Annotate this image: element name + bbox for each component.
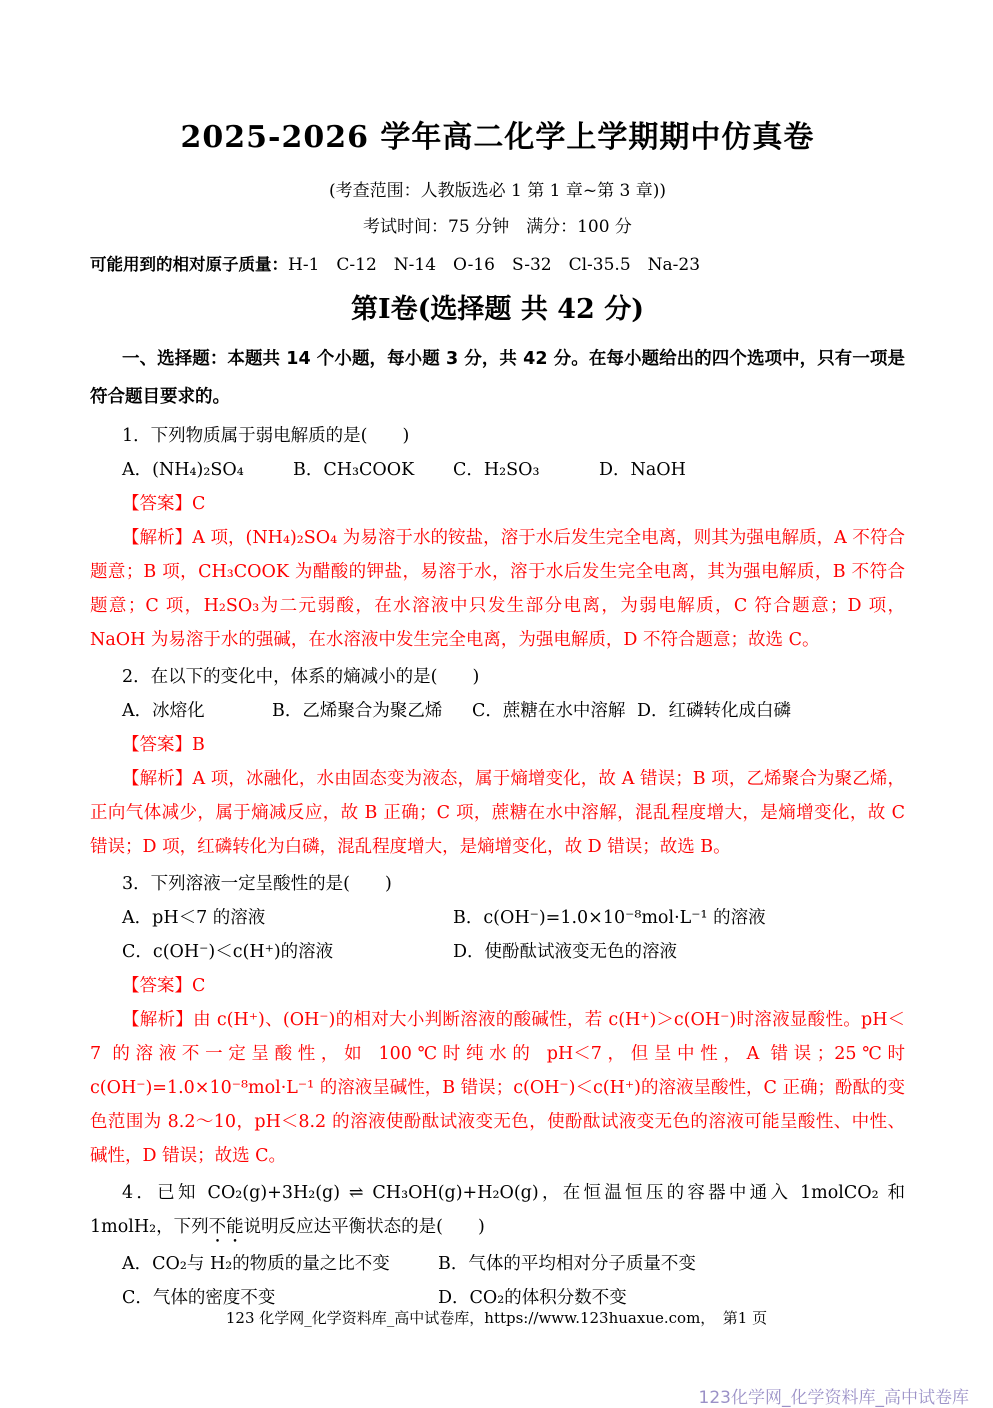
- question-4-stem: [90, 1176, 905, 1247]
- atomic-mass-line: [90, 250, 905, 275]
- question-1-answer: 【答案】C: [122, 494, 206, 514]
- question-2-option-c: C．蔗糖在水中溶解: [472, 701, 626, 721]
- question-2-stem: 2．在以下的变化中，体系的熵减小的是( ): [122, 667, 480, 687]
- question-3-option-b: B．c(OH⁻)=1.0×10⁻⁸mol·L⁻¹ 的溶液: [453, 908, 766, 928]
- question-3-stem: 3．下列溶液一定呈酸性的是( ): [122, 874, 392, 894]
- question-1-option-d: D．NaOH: [599, 460, 686, 480]
- question-3: [90, 867, 905, 1173]
- question-4-option-b: B．气体的平均相对分子质量不变: [438, 1254, 696, 1274]
- question-1: [90, 419, 905, 657]
- section-1-title: 第Ⅰ卷(选择题 共 42 分): [351, 294, 644, 325]
- question-2-option-a: A．冰熔化: [122, 701, 205, 721]
- exam-time-score: 考试时间：75 分钟 满分：100 分: [363, 217, 632, 237]
- page-title: 2025-2026 学年高二化学上学期期中仿真卷: [180, 120, 815, 155]
- question-1-stem: 1．下列物质属于弱电解质的是( ): [122, 426, 410, 446]
- question-4-stem-emphasis: 不能: [208, 1217, 244, 1237]
- question-4-options: [90, 1247, 905, 1315]
- question-3-analysis: 【解析】由 c(H⁺)、(OH⁻)的相对大小判断溶液的酸碱性，若 c(H⁺)＞c(OH⁻)时溶液显酸性。pH＜7 的溶液不一定呈酸性，如 100℃时纯水的 pH＜7，但呈中性，A 错误；25℃时 c(OH⁻)=1.0×10⁻⁸mol·L⁻¹ 的溶液呈碱性，B 错误；c(OH⁻)＜c(H⁺)的溶液呈酸性，C 正确；酚酞的变色范围为 8.2～10，pH＜8.2 的溶液使酚酞试液变无色，使酚酞试液变无色的溶液可能呈酸性、中性、碱性，D 错误；故选 C。: [90, 1010, 905, 1166]
- question-4-option-a: A．CO₂与 H₂的物质的量之比不变: [122, 1254, 390, 1274]
- question-3-options: [90, 901, 905, 969]
- site-watermark: 123化学网_化学资料库_高中试卷库: [698, 1388, 969, 1408]
- question-2-answer: 【答案】B: [122, 735, 205, 755]
- question-1-option-a: A．(NH₄)₂SO₄: [122, 460, 244, 480]
- question-1-analysis: 【解析】A 项，(NH₄)₂SO₄ 为易溶于水的铵盐，溶于水后发生完全电离，则其为强电解质，A 不符合题意；B 项，CH₃COOK 为醋酸的钾盐，易溶于水，溶于水后发生完全电离，其为强电解质，B 不符合题意；C 项，H₂SO₃为二元弱酸，在水溶液中只发生部分电离，为弱电解质，C 符合题意；D 项，NaOH 为易溶于水的强碱，在水溶液中发生完全电离，为强电解质，D 不符合题意；故选 C。: [90, 528, 905, 650]
- question-2-option-d: D．红磷转化成白磷: [637, 701, 792, 721]
- question-3-option-d: D．使酚酞试液变无色的溶液: [453, 942, 678, 962]
- question-4-stem-post: 说明反应达平衡状态的是( ): [243, 1217, 485, 1237]
- question-2-options: [90, 694, 905, 728]
- atomic-mass-values: H-1 C-12 N-14 O-16 S-32 Cl-35.5 Na-23: [288, 255, 701, 275]
- question-1-option-c: C．H₂SO₃: [453, 460, 540, 480]
- question-3-answer: 【答案】C: [122, 976, 206, 996]
- question-1-option-b: B．CH₃COOK: [293, 460, 415, 480]
- exam-scope: (考查范围：人教版选必 1 第 1 章~第 3 章)): [328, 181, 666, 201]
- question-4-option-d: D．CO₂的体积分数不变: [438, 1288, 627, 1308]
- section-1-instructions: 一、选择题：本题共 14 个小题，每小题 3 分，共 42 分。在每小题给出的四个选项中，只有一项是符合题目要求的。: [90, 349, 905, 407]
- page-footer: 123 化学网_化学资料库_高中试卷库，https://www.123huaxue.com， 第1 页: [225, 1309, 768, 1327]
- question-2-analysis: 【解析】A 项，冰融化，水由固态变为液态，属于熵增变化，故 A 错误；B 项，乙烯聚合为聚乙烯，正向气体减少，属于熵减反应，故 B 正确；C 项，蔗糖在水中溶解，混乱程度增大，是熵增变化，故 C 错误；D 项，红磷转化为白磷，混乱程度增大，是熵增变化，故 D 错误；故选 B。: [90, 769, 905, 857]
- question-2: [90, 660, 905, 864]
- question-3-option-a: A．pH＜7 的溶液: [122, 908, 266, 928]
- atomic-mass-label: 可能用到的相对原子质量：: [90, 255, 288, 274]
- question-4-stem-pre: 4．已知 CO₂(g)+3H₂(g) ⇌ CH₃OH(g)+H₂O(g)，在恒温恒压的容器中通入 1molCO₂ 和 1molH₂，下列: [90, 1183, 905, 1237]
- question-4: [90, 1176, 905, 1315]
- question-3-option-c: C．c(OH⁻)＜c(H⁺)的溶液: [122, 942, 334, 962]
- question-2-option-b: B．乙烯聚合为聚乙烯: [272, 701, 443, 721]
- question-4-option-c: C．气体的密度不变: [122, 1288, 276, 1308]
- question-1-options: [90, 453, 905, 487]
